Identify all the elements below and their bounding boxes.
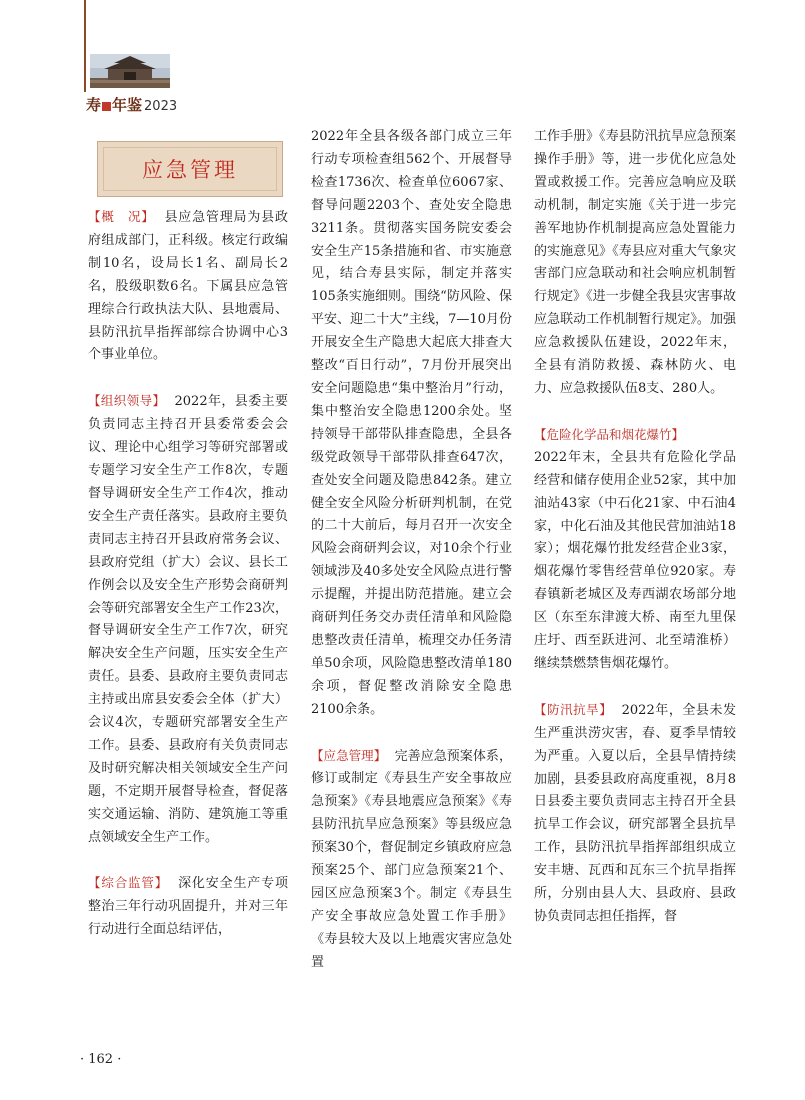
city-gate-image	[90, 54, 170, 88]
yearbook-title-char-1: 寿	[86, 96, 102, 114]
paragraph-weixian	[534, 424, 736, 676]
text-weixian: 2022年末，全县共有危险化学品经营和储存使用企业52家，其中加油站43家（中石化21家、中石油4家，中化石油及其他民营加油站18家）；烟花爆竹批发经营企业3家，烟花爆竹零售经营单位920家。寿春镇新老城区及寿西湖农场部分地区（东至东津渡大桥、南至九里保庄圩、西至跃进河、北至靖淮桥）继续禁燃禁售烟花爆竹。	[534, 449, 736, 671]
paragraph-yingji-start	[311, 745, 512, 975]
heading-weixian: 【危险化学品和烟花爆竹】	[534, 426, 685, 442]
header-rule	[84, 0, 86, 92]
text-zonghe-part-2: 2022年全县各级各部门成立三年行动专项检查组562个、开展督导检查1736次、检查单位6067家、督导问题2203个、查处安全隐患3211条。贯彻落实国务院安委会安全生产15条措施和省、市实施意见，结合寿县实际，制定并落实105条实施细则。围绕“防风险、保平安、迎二十大”主线，7—10月份开展安全生产隐患大起底大排查大整改“百日行动”，7月份开展突出安全问题隐患“集中整治月”行动，集中整治安全隐患1200余处。坚持领导干部带队排查隐患，全县各级党政领导干部带队排查647次，查处安全问题及隐患842条。建立健全安全风险分析研判机制，在党的二十大前后，每月召开一次安全风险会商研判会议，对10余个行业领域涉及40多处安全风险点进行警示提醒，并提出防范措施。建立会商研判任务交办责任清单和风险隐患整改责任清单，梳理交办任务清单50余项，风险隐患整改清单180余项，督促整改消除安全隐患2100余条。	[311, 129, 512, 717]
heading-yingji: 【应急管理】	[311, 747, 387, 763]
heading-gaikuang: 【概 况】	[88, 209, 155, 224]
paragraph-zonghe-start	[88, 872, 288, 942]
yearbook-year: 2023	[144, 99, 178, 114]
text-zonghe-part-1: 深化安全生产专项整治三年行动巩固提升，并对三年行动进行全面总结评估，	[88, 876, 288, 938]
heading-fangxun: 【防汛抗旱】	[534, 701, 613, 717]
section-banner	[97, 141, 283, 197]
section-title: 应急管理	[142, 158, 238, 182]
heading-zonghe: 【综合监管】	[88, 875, 169, 891]
paragraph-zuzhi	[88, 390, 288, 849]
header-photo	[90, 54, 170, 88]
text-column-3	[534, 126, 736, 929]
paragraph-yingji-continued	[534, 126, 736, 401]
yearbook-title	[86, 94, 177, 115]
text-gaikuang: 县应急管理局为县政府组成部门，正科级。核定行政编制10名，设局长1名、副局长2名，股级职数6名。下属县应急管理综合行政执法大队、县地震局、县防汛抗旱指挥部综合协调中心3个事业单位。	[88, 210, 288, 363]
text-column-2	[311, 126, 512, 975]
seal-icon	[102, 102, 111, 111]
text-column-1	[88, 206, 288, 942]
paragraph-gaikuang	[88, 206, 288, 367]
paragraph-zonghe-continued	[311, 126, 512, 722]
text-fangxun: 2022年，全县未发生严重洪涝灾害，春、夏季旱情较为严重。入夏以后，全县旱情持续加剧，县委县政府高度重视，8月8日县委主要负责同志主持召开全县抗旱工作会议，研究部署全县抗旱工作，县防汛抗旱指挥部组织成立安丰塘、瓦西和瓦东三个抗旱指挥所，分别由县人大、县政府、县政协负责同志担任指挥，督	[534, 702, 736, 924]
section-banner-frame	[103, 147, 277, 191]
page-number: · 162 ·	[80, 1052, 122, 1067]
text-yingji-part-2: 工作手册》《寿县防汛抗旱应急预案操作手册》等，进一步优化应急处置或救援工作。完善应急响应及联动机制，制定实施《关于进一步完善军地协作机制提高应急处置能力的实施意见》《寿县应对重大气象灾害部门应急联动和社会响应机制暂行规定》《进一步健全我县灾害事故应急联动工作机制暂行规定》。加强应急救援队伍建设，2022年末，全县有消防救援、森林防火、电力、应急救援队伍8支、280人。	[534, 129, 736, 396]
paragraph-fangxun	[534, 699, 736, 929]
yearbook-title-char-2: 年鉴	[112, 96, 143, 114]
text-yingji-part-1: 完善应急预案体系，修订或制定《寿县生产安全事故应急预案》《寿县地震应急预案》《寿县防汛抗旱应急预案》等县级应急预案30个，督促制定乡镇政府应急预案25个、部门应急预案21个、园区应急预案3个。制定《寿县生产安全事故应急处置工作手册》《寿县较大及以上地震灾害应急处置	[311, 748, 512, 970]
text-zuzhi: 2022年，县委主要负责同志主持召开县委常委会会议、理论中心组学习等研究部署或专题学习安全生产工作8次，专题督导调研安全生产工作4次，推动安全生产责任落实。县政府主要负责同志主持召开县政府常务会议、县政府党组（扩大）会议、县长工作例会以及安全生产形势会商研判会等研究部署安全生产工作23次，督导调研安全生产工作7次，研究解决安全生产问题，压实安全生产责任。县委、县政府主要负责同志主持或出席县安委会全体（扩大）会议4次，专题研究部署安全生产工作。县委、县政府有关负责同志及时研究解决相关领域安全生产问题，不定期开展督导检查，督促落实交通运输、消防、建筑施工等重点领域安全生产工作。	[88, 394, 288, 845]
heading-zuzhi: 【组织领导】	[88, 393, 166, 409]
